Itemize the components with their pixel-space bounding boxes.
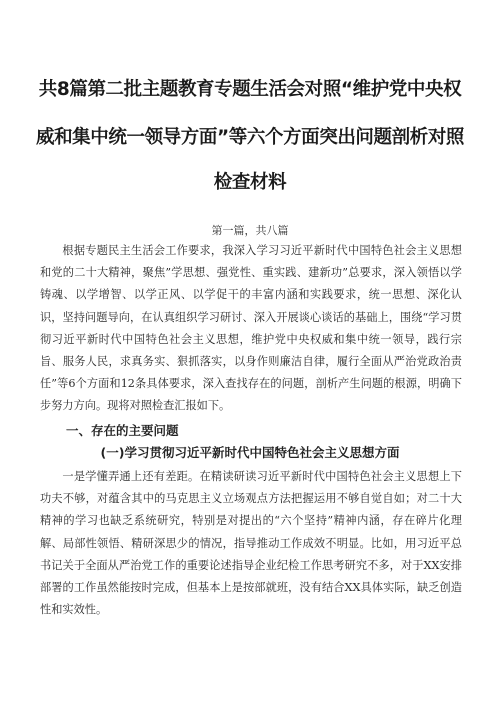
body-paragraph: 一是学懂弄通上还有差距。在精读研读习近平新时代中国特色社会主义思想上下功夫不够，对蕴含其中的马克思主义立场观点方法把握运用不够自觉自如；对二十大精神的学习也缺乏系统研究，特别是对提出的“六个坚持”精神内涵，存在碎片化理解、局部性领悟、精研深思少的情况，指导推动工作成效不明显。比如，用习近平总书记关于全面从严治党工作的重要论述指导企业纪检工作思考研究不多，对于XX安排部署的工作虽然能按时完成，但基本上是按部就班，没有结合XX具体实际，缺乏创造性和实效性。 <box>40 470 462 617</box>
body-block <box>40 466 462 621</box>
document-title-line-1: 共8篇第二批主题教育专题生活会对照“维护党中央权 <box>38 79 462 100</box>
document-title-line-2: 威和集中统一领导方面”等六个方面突出问题剖析对照 <box>35 127 465 148</box>
intro-block <box>40 240 462 418</box>
section-heading: 一、存在的主要问题 <box>66 423 179 438</box>
subsection-heading: (一)学习贯彻习近平新时代中国特色社会主义思想方面 <box>100 445 400 460</box>
document-title-line-3: 检查材料 <box>213 172 287 193</box>
document-subtitle: 第一篇，共八篇 <box>211 224 289 237</box>
intro-paragraph: 根据专题民主生活会工作要求，我深入学习习近平新时代中国特色社会主义思想和党的二十大精神，聚焦”学思想、强党性、重实践、建新功”总要求，深入领悟以学铸魂、以学增智、以学正风、以学促干的丰富内涵和实践要求，统一思想、深化认识，坚持问题导向，在认真组织学习研讨、深入开展谈心谈话的基础上，围绕“学习贯彻习近平新时代中国特色社会主义思想，维护党中央权威和集中统一领导，践行宗旨、服务人民，求真务实、狠抓落实，以身作则廉洁自律，履行全面从严治党政治责任”等6个方面和12条具体要求，深入查找存在的问题，剖析产生问题的根源，明确下步努力方向。现将对照检查汇报如下。 <box>40 244 462 413</box>
